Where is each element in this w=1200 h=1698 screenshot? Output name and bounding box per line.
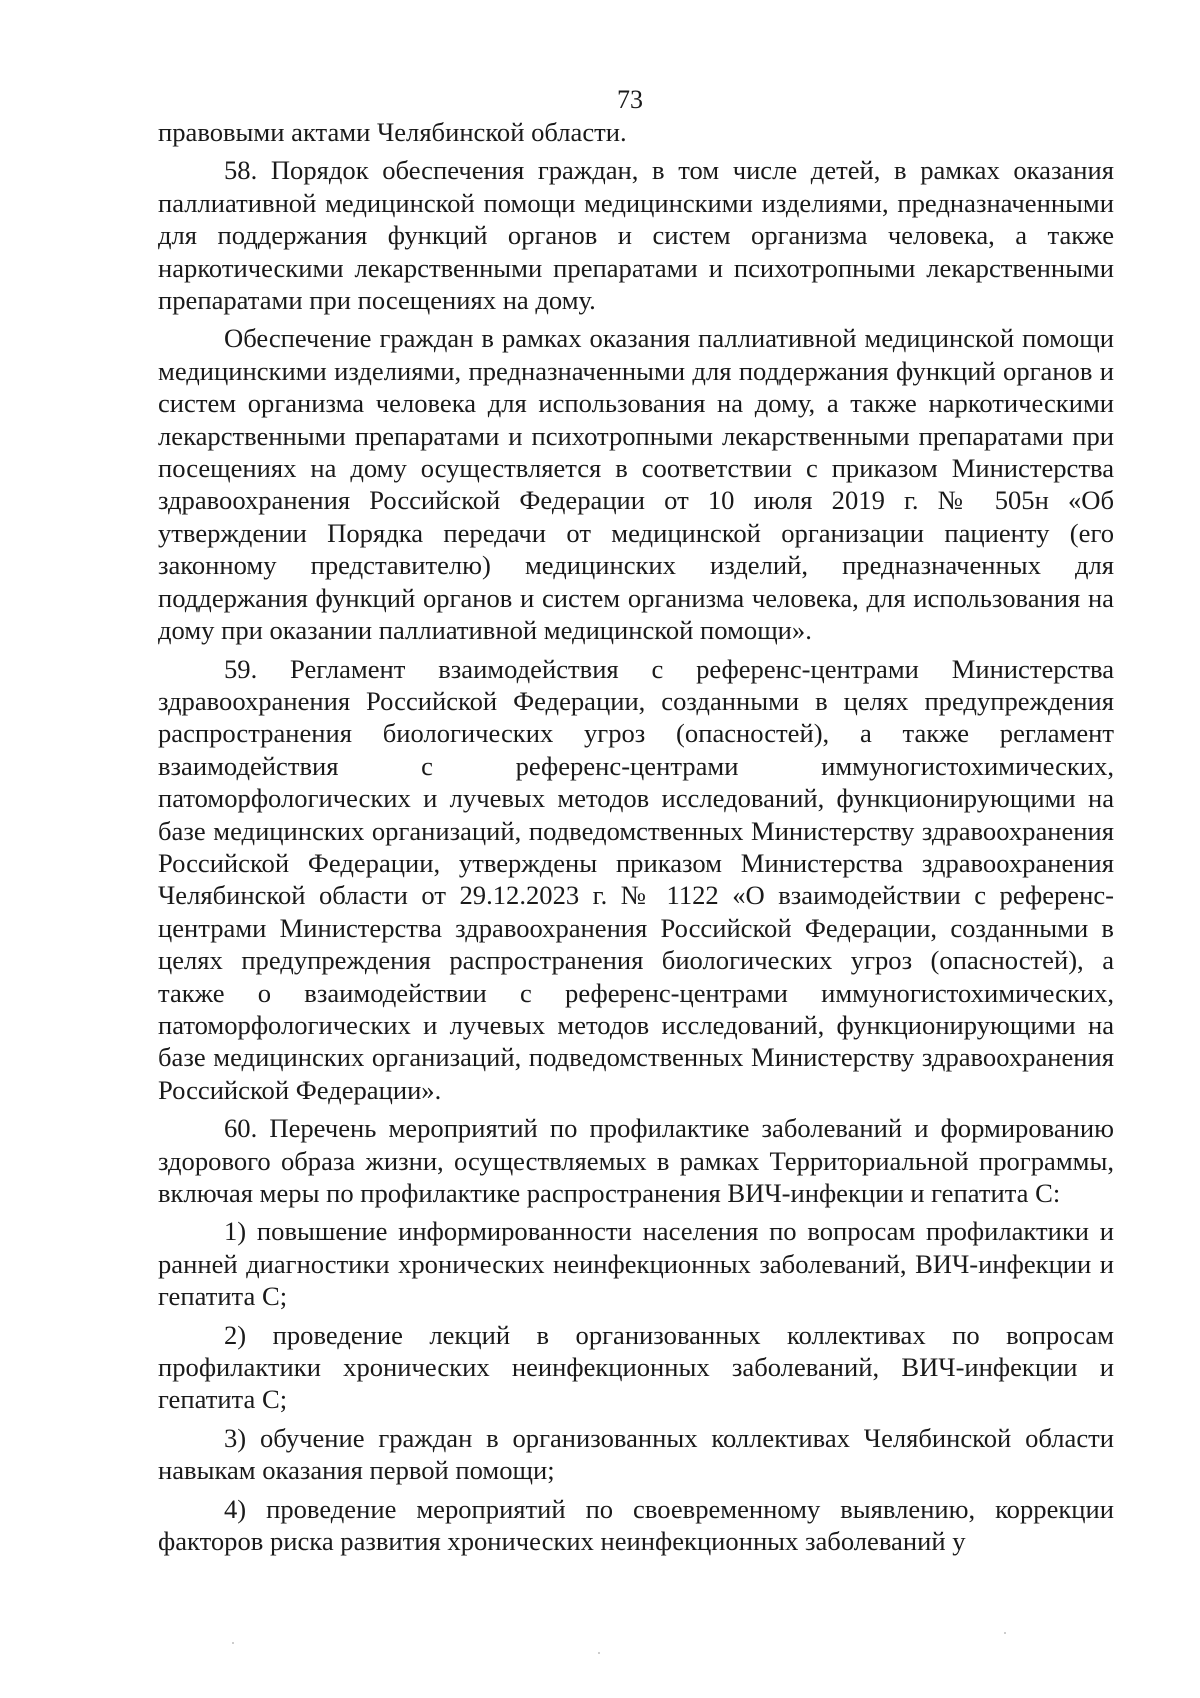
page-number: 73 — [617, 85, 643, 114]
list-item-1: 1) повышение информированности населения по вопросам профилактики и ранней диагностики хронических неинфекционных заболеваний, ВИЧ-инфекции и гепатита С; — [158, 1216, 1114, 1312]
paragraph-item-59: 59. Регламент взаимодействия с референс-центрами Министерства здравоохранения Российской Федерации, созданными в целях предупреждения распространения биологических угроз (опасностей), а также регламент взаимодействия с референс-центрами иммуногистохимических, патоморфологических и лучевых методов исследований, функционирующими на базе медицинских организаций, подведомственных Министерству здравоохранения Российской Федерации, утверждены приказом Министерства здравоохранения Челябинской области от 29.12.2023 г. № 1122 «О взаимодействии с референс-центрами Министерства здравоохранения Российской Федерации, созданными в целях предупреждения распространения биологических угроз (опасностей), а также о взаимодействии с референс-центрами иммуногистохимических, патоморфологических и лучевых методов исследований, функционирующими на базе медицинских организаций, подведомственных Министерству здравоохранения Российской Федерации». — [158, 653, 1114, 1105]
list-item-2: 2) проведение лекций в организованных коллективах по вопросам профилактики хронических неинфекционных заболеваний, ВИЧ-инфекции и гепатита С; — [158, 1319, 1114, 1415]
scan-speck — [232, 1642, 234, 1644]
scan-speck — [1004, 1632, 1006, 1634]
paragraph-item-60: 60. Перечень мероприятий по профилактике заболеваний и формированию здорового образа жизни, осуществляемых в рамках Территориальной программы, включая меры по профилактике распространения ВИЧ-инфекции и гепатита С: — [158, 1113, 1114, 1208]
paragraph-continuation: правовыми актами Челябинской области. — [158, 117, 627, 147]
list-item-3: 3) обучение граждан в организованных коллективах Челябинской области навыкам оказания первой помощи; — [158, 1422, 1114, 1486]
scan-speck — [598, 1652, 600, 1654]
list-item-4: 4) проведение мероприятий по своевременному выявлению, коррекции факторов риска развития хронических неинфекционных заболеваний у — [158, 1493, 1114, 1557]
paragraph-provision-details: Обеспечение граждан в рамках оказания паллиативной медицинской помощи медицинскими изделиями, предназначенными для поддержания функций органов и систем организма человека для использования на дому, а также наркотическими лекарственными препаратами и психотропными лекарственными препаратами при посещениях на дому осуществляется в соответствии с приказом Министерства здравоохранения Российской Федерации от 10 июля 2019 г. № 505н «Об утверждении Порядка передачи от медицинской организации пациенту (его законному представителю) медицинских изделий, предназначенных для поддержания функций органов и систем организма человека, для использования на дому при оказании паллиативной медицинской помощи». — [158, 323, 1114, 646]
paragraph-item-58: 58. Порядок обеспечения граждан, в том числе детей, в рамках оказания паллиативной медицинской помощи медицинскими изделиями, предназначенными для поддержания функций органов и систем организма человека, а также наркотическими лекарственными препаратами и психотропными лекарственными препаратами при посещениях на дому. — [158, 155, 1114, 316]
document-body — [158, 116, 1114, 1563]
